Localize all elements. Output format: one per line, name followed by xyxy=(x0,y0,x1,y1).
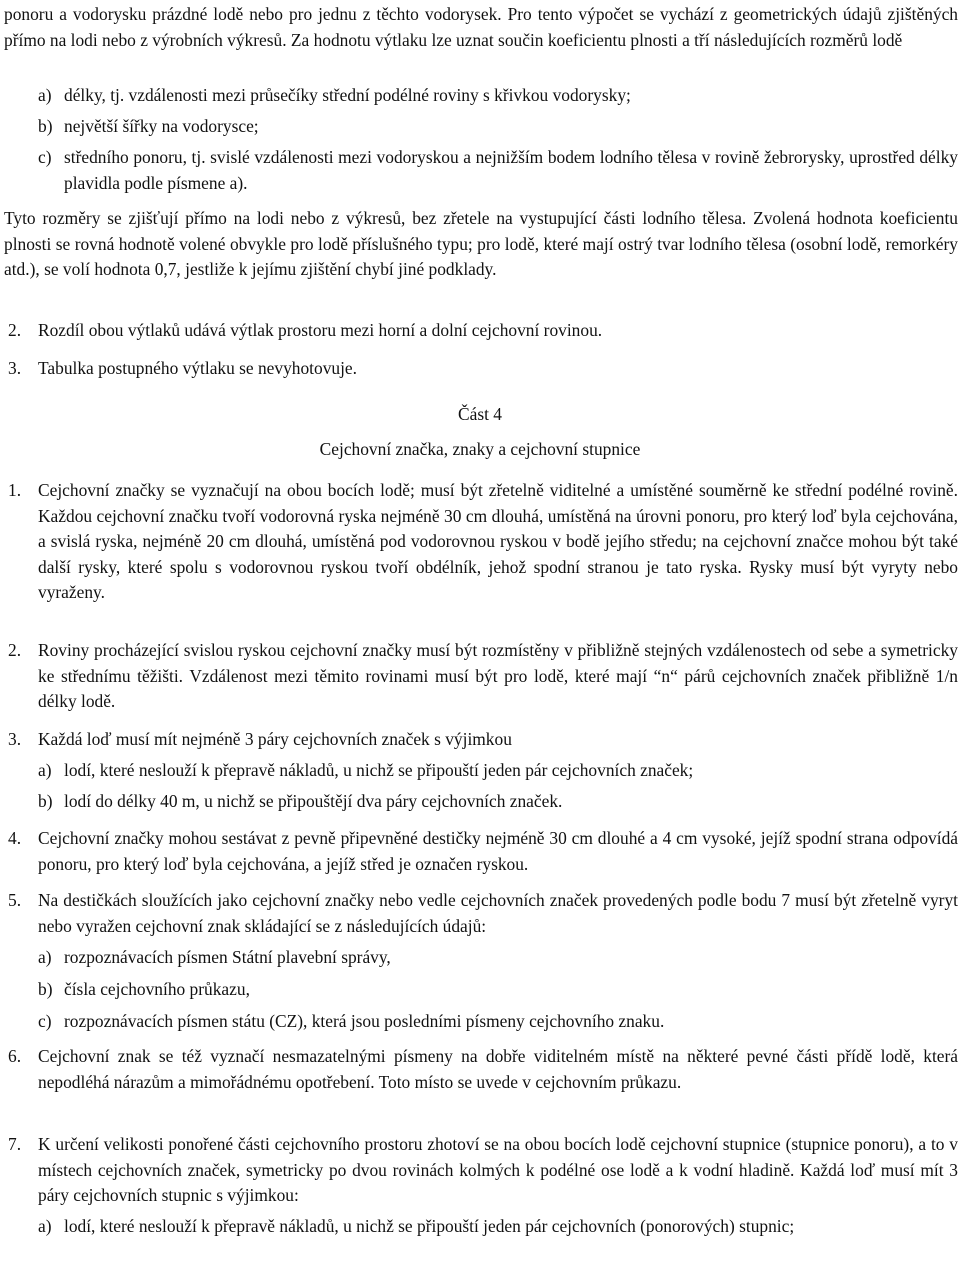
numbered-paragraph xyxy=(0,1044,960,1122)
numbered-paragraph xyxy=(0,318,960,344)
list-item-label: a) xyxy=(38,85,52,105)
intro-paragraph: ponoru a vodorysku prázdné lodě nebo pro jednu z těchto vodorysek. Pro tento výpočet se vychází z geometrických údajů zjištěných přímo na lodi nebo z výrobních výkresů. Za hodnotu výtlaku lze uznat součin koeficientu plnosti a tří následujících rozměrů lodě xyxy=(4,4,958,50)
paragraph-text: Tabulka postupného výtlaku se nevyhotovuje. xyxy=(38,358,358,378)
list-item-text: rozpoznávacích písmen státu (CZ), která jsou posledními písmeny cejchovního znaku. xyxy=(64,1011,665,1031)
list-item-label: a) xyxy=(38,947,52,967)
list-item-label: c) xyxy=(38,147,52,167)
list-item-text: délky, tj. vzdálenosti mezi průsečíky střední podélné roviny s křivkou vodorysky; xyxy=(64,85,631,105)
numbered-paragraph xyxy=(0,727,960,753)
numbered-paragraph xyxy=(0,478,960,634)
paragraph-text: Cejchovní znak se též vyznačí nesmazatelnými písmeny na dobře viditelném místě na některé pevné části přídě lodě, která nepodléhá nárazům a mimořádnému opotřebení. Toto místo se uvede v cejchovním průkazu. xyxy=(38,1046,958,1092)
list-item-label: a) xyxy=(38,760,52,780)
list-item xyxy=(0,83,960,109)
list-item xyxy=(0,758,960,784)
list-item xyxy=(0,1009,960,1035)
list-item-text: lodí, které neslouží k přepravě nákladů, u nichž se připouští jeden pár cejchovních (ponorových) stupnic; xyxy=(64,1216,795,1236)
list-item-label: b) xyxy=(38,979,53,999)
paragraph-number: 3. xyxy=(8,729,22,749)
list-item-label: b) xyxy=(38,791,53,811)
paragraph-number: 4. xyxy=(8,828,22,848)
paragraph-number: 7. xyxy=(8,1134,22,1154)
paragraph-text: Na destičkách sloužících jako cejchovní značky nebo vedle cejchovních značek provedených podle bodu 7 musí být zřetelně vyryt nebo vyražen cejchovní znak skládající se z následujících údajů: xyxy=(38,890,958,936)
part-title: Část 4 xyxy=(458,404,502,424)
list-item-text: rozpoznávacích písmen Státní plavební správy, xyxy=(64,947,391,967)
list-item-text: čísla cejchovního průkazu, xyxy=(64,979,250,999)
numbered-paragraph xyxy=(0,888,960,940)
paragraph-text: Cejchovní značky mohou sestávat z pevně připevněné destičky nejméně 30 cm dlouhé a 4 cm vysoké, jejíž spodní strana odpovídá ponoru, pro který loď byla cejchována, a jejíž střed je označen ryskou. xyxy=(38,828,958,874)
paragraph-number: 5. xyxy=(8,890,22,910)
list-item-text: lodí do délky 40 m, u nichž se připouštějí dva páry cejchovních značek. xyxy=(64,791,563,811)
paragraph-number: 1. xyxy=(8,480,22,500)
list-item-text: lodí, které neslouží k přepravě nákladů, u nichž se připouští jeden pár cejchovních značek; xyxy=(64,760,694,780)
list-item xyxy=(0,114,960,140)
numbered-paragraph xyxy=(0,356,960,382)
paragraph-text: Cejchovní značky se vyznačují na obou bocích lodě; musí být zřetelně viditelné a umístěné souměrně ke střední podélné rovině. Každou cejchovní značku tvoří vodorovná ryska nejméně 30 cm dlouhá, umístěná na úrovni ponoru, pro který loď byla cejchována, a svislá ryska, nejméně 20 cm dlouhá, umístěná pod vodorovnou ryskou v bodě jejího středu; na cejchovní značce mohou být také další rysky, které spolu s vodorovnou ryskou tvoří obdélník, jehož spodní stranou je tato ryska. Rysky musí být vyryty nebo vyraženy. xyxy=(38,480,958,602)
paragraph-text: Každá loď musí mít nejméně 3 páry cejchovních značek s výjimkou xyxy=(38,729,512,749)
intro-paragraph-2: Tyto rozměry se zjišťují přímo na lodi nebo z výkresů, bez zřetele na vystupující části lodního tělesa. Zvolená hodnota koeficientu plnosti se rovná hodnotě volené obvykle pro lodě příslušného typu; pro lodě, které mají ostrý tvar lodního tělesa (osobní lodě, remorkéry atd.), se volí hodnota 0,7, jestliže k jejímu zjištění chybí jiné podklady. xyxy=(4,208,958,279)
list-item xyxy=(0,145,960,197)
list-item xyxy=(0,1214,960,1264)
paragraph-number: 2. xyxy=(8,320,22,340)
list-item xyxy=(0,789,960,815)
list-item-label: a) xyxy=(38,1216,52,1236)
list-item-text: středního ponoru, tj. svislé vzdálenosti mezi vodoryskou a nejnižším bodem lodního tělesa v rovině žebrorysky, uprostřed délky plavidla podle písmene a). xyxy=(64,147,958,193)
numbered-paragraph xyxy=(0,1132,960,1210)
list-item xyxy=(0,977,960,1003)
list-item xyxy=(0,945,960,971)
numbered-paragraph xyxy=(0,826,960,878)
list-item-label: c) xyxy=(38,1011,52,1031)
part-subtitle: Cejchovní značka, znaky a cejchovní stupnice xyxy=(319,439,641,459)
paragraph-number: 2. xyxy=(8,640,22,660)
paragraph-text: Roviny procházející svislou ryskou cejchovní značky musí být rozmístěny v přibližně stejných vzdálenostech od sebe a symetricky ke střednímu těžišti. Vzdálenost mezi těmito rovinami musí být pro lodě, které mají “n“ párů cejchovních značek přibližně 1/n délky lodě. xyxy=(38,640,958,711)
paragraph-text: Rozdíl obou výtlaků udává výtlak prostoru mezi horní a dolní cejchovní rovinou. xyxy=(38,320,603,340)
paragraph-number: 3. xyxy=(8,358,22,378)
numbered-paragraph xyxy=(0,638,960,716)
list-item-label: b) xyxy=(38,116,53,136)
list-item-text: největší šířky na vodorysce; xyxy=(64,116,259,136)
paragraph-number: 6. xyxy=(8,1046,22,1066)
paragraph-text: K určení velikosti ponořené části cejchovního prostoru zhotoví se na obou bocích lodě cejchovní stupnice (stupnice ponoru), a to v místech cejchovních značek, symetricky po dvou rovinách kolmých k podélné ose lodě a k vodní hladině. Každá loď musí mít 3 páry cejchovních stupnic s výjimkou: xyxy=(38,1134,958,1205)
